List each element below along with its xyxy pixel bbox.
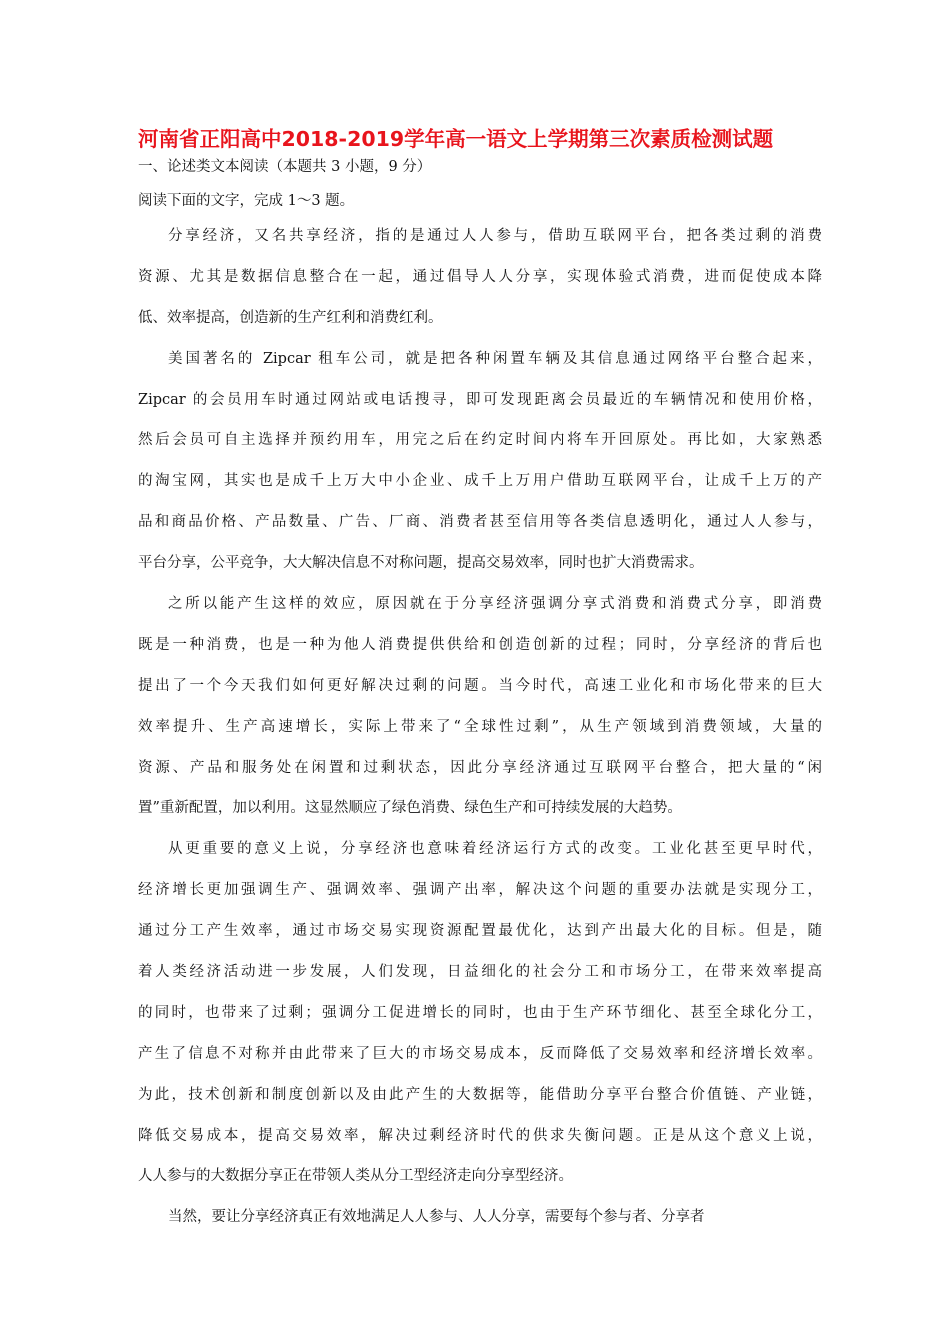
paragraph-line: 经济增长更加强调生产、强调效率、强调产出率，解决这个问题的重要办法就是实现分工， — [138, 882, 822, 899]
paragraph — [138, 339, 822, 584]
paragraph-line: 降低交易成本，提高交易效率，解决过剩经济时代的供求失衡问题。正是从这个意义上说， — [138, 1127, 822, 1144]
paragraph-line: 从更重要的意义上说，分享经济也意味着经济运行方式的改变。工业化甚至更早时代， — [168, 841, 822, 858]
paragraph-line: 产生了信息不对称并由此带来了巨大的市场交易成本，反而降低了交易效率和经济增长效率。 — [138, 1045, 822, 1062]
paragraph-line: 既是一种消费，也是一种为他人消费提供供给和创造创新的过程；同时，分享经济的背后也 — [138, 636, 822, 653]
reading-instruction: 阅读下面的文字，完成 1～3 题。 — [138, 193, 355, 209]
paragraph — [138, 829, 822, 1197]
paragraph-line: 分享经济，又名共享经济，指的是通过人人参与，借助互联网平台，把各类过剩的消费 — [168, 228, 822, 244]
document-title: 河南省正阳高中2018-2019学年高一语文上学期第三次素质检测试题 — [138, 127, 774, 151]
paragraph-line: 平台分享，公平竞争，大大解决信息不对称问题，提高交易效率，同时也扩大消费需求。 — [138, 555, 704, 572]
paragraph-line: 美国著名的 Zipcar 租车公司，就是把各种闲置车辆及其信息通过网络平台整合起来， — [168, 350, 822, 367]
paragraph-line: Zipcar 的会员用车时通过网站或电话搜寻，即可发现距离会员最近的车辆情况和使用价格， — [138, 391, 822, 408]
paragraph-line: 然后会员可自主选择并预约用车，用完之后在约定时间内将车开回原处。再比如，大家熟悉 — [138, 432, 822, 449]
paragraph-line: 的同时，也带来了过剩；强调分工促进增长的同时，也由于生产环节细化、甚至全球化分工， — [138, 1004, 822, 1021]
paragraph-line: 品和商品价格、产品数量、广告、厂商、消费者甚至信用等各类信息透明化，通过人人参与， — [138, 514, 822, 531]
paragraph-line: 资源、尤其是数据信息整合在一起，通过倡导人人分享，实现体验式消费，进而促使成本降 — [138, 268, 822, 285]
section-heading: 一、论述类文本阅读（本题共 3 小题，9 分） — [138, 159, 432, 175]
paragraph-line: 的淘宝网，其实也是成千上万大中小企业、成千上万用户借助互联网平台，让成千上万的产 — [138, 473, 822, 490]
paragraph-line: 提出了一个今天我们如何更好解决过剩的问题。当今时代，高速工业化和市场化带来的巨大 — [138, 677, 822, 694]
paragraph-line: 通过分工产生效率，通过市场交易实现资源配置最优化，达到产出最大化的目标。但是，随 — [138, 923, 822, 940]
paragraph-line: 资源、产品和服务处在闲置和过剩状态，因此分享经济通过互联网平台整合，把大量的“闲 — [138, 759, 822, 776]
paragraph — [138, 584, 822, 829]
paragraph-line: 着人类经济活动进一步发展，人们发现，日益细化的社会分工和市场分工，在带来效率提高 — [138, 964, 822, 981]
paragraph — [138, 216, 822, 339]
paragraph-line: 之所以能产生这样的效应，原因就在于分享经济强调分享式消费和消费式分享，即消费 — [168, 596, 822, 613]
paragraph-line: 置”重新配置，加以利用。这显然顺应了绿色消费、绿色生产和可持续发展的大趋势。 — [138, 800, 682, 817]
paragraph-line: 当然，要让分享经济真正有效地满足人人参与、人人分享，需要每个参与者、分享者 — [168, 1209, 705, 1226]
paragraph-line: 人人参与的大数据分享正在带领人类从分工型经济走向分享型经济。 — [138, 1168, 573, 1185]
paragraph — [138, 1197, 822, 1238]
passage-body — [138, 216, 822, 1238]
paragraph-line: 为此，技术创新和制度创新以及由此产生的大数据等，能借助分享平台整合价值链、产业链， — [138, 1086, 822, 1103]
paragraph-line: 效率提升、生产高速增长，实际上带来了“全球性过剩”，从生产领域到消费领域，大量的 — [138, 718, 822, 735]
paragraph-line: 低、效率提高，创造新的生产红利和消费红利。 — [138, 309, 443, 326]
